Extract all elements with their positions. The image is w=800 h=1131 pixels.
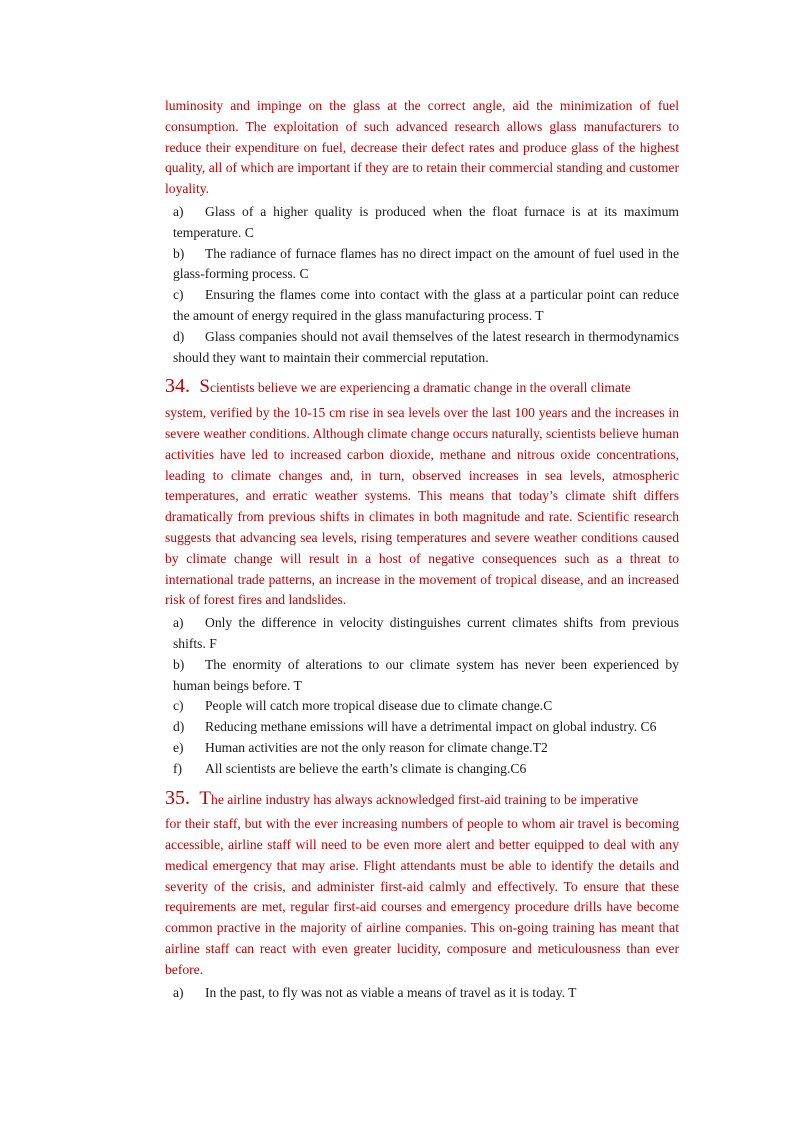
question-number: 34. — [165, 375, 190, 398]
option-text: Glass of a higher quality is produced when the float furnace is at its maximum temperature. C — [173, 203, 679, 240]
question-34 — [165, 376, 679, 611]
option-item — [173, 738, 679, 759]
document-page — [165, 96, 679, 1003]
option-text: Only the difference in velocity distinguishes current climates shifts from previous shifts. F — [173, 615, 679, 651]
option-item — [173, 327, 679, 369]
option-text: People will catch more tropical disease due to climate change.C — [205, 698, 553, 714]
option-item — [173, 655, 679, 697]
intro-passage: luminosity and impinge on the glass at the correct angle, aid the minimization of fuel consumption. The exploitation of such advanced research allows glass manufacturers to reduce their expenditure on fuel, decrease their defect rates and produce glass of the highest quality, all of which are important if they are to retain their commercial standing and customer loyality. — [165, 98, 679, 197]
option-label: b) — [173, 656, 185, 672]
drop-initial: T — [199, 787, 212, 809]
question-number: 35. — [165, 786, 190, 809]
option-item — [173, 696, 679, 717]
option-item — [173, 285, 679, 327]
option-item — [173, 717, 679, 738]
option-label: e) — [173, 739, 184, 755]
drop-initial: S — [199, 376, 210, 398]
option-text: Reducing methane emissions will have a detrimental impact on global industry. C6 — [205, 719, 657, 735]
option-label: d) — [173, 719, 185, 735]
question-34-first-line — [165, 376, 679, 399]
question-34-options — [173, 613, 679, 779]
question-35 — [165, 788, 679, 981]
option-item — [173, 983, 679, 1004]
first-line-text: cientists believe we are experiencing a dramatic change in the overall climate — [209, 380, 631, 396]
question-34-passage: system, verified by the 10-15 cm rise in sea levels over the last 100 years and the increases in severe weather conditions. Although climate change occurs naturally, scientists believe human activities have led to increased carbon dioxide, methane and nitrous oxide concentrations, leading to climate changes and, in turn, observed increases in sea levels, atmospheric temperatures, and erratic weather systems. This means that today’s climate shift differs dramatically from previous shifts in climates in both magnitude and rate. Scientific research suggests that advancing sea levels, rising temperatures and severe weather conditions caused by climate change will result in a host of negative consequences such as a threat to international trade patterns, an increase in the movement of tropical disease, and an increased risk of forest fires and landslides. — [165, 405, 679, 608]
option-text: The radiance of furnace flames has no direct impact on the amount of fuel used in the glass-forming process. C — [173, 245, 679, 282]
option-text: Human activities are not the only reason for climate change.T2 — [205, 739, 548, 755]
option-text: Glass companies should not avail themselves of the latest research in thermodynamics should they want to maintain their commercial reputation. — [173, 328, 679, 365]
option-label: a) — [173, 203, 184, 219]
option-label: a) — [173, 984, 184, 1000]
option-label: c) — [173, 698, 184, 714]
question-35-passage: for their staff, but with the ever increasing numbers of people to whom air travel is becoming accessible, airline staff will need to be even more alert and better equipped to deal with any medical emergency that may arise. Flight attendants must be able to identify the details and severity of the crisis, and administer first-aid calmly and effectively. To ensure that these requirements are met, regular first-aid courses and emergency procedure drills have become common practive in the majority of airline companies. This on-going training has meant that airline staff can react with even greater lucidity, composure and meticulousness than ever before. — [165, 816, 679, 977]
intro-options — [173, 202, 679, 368]
question-35-first-line — [165, 788, 679, 811]
option-item — [173, 244, 679, 286]
option-label: d) — [173, 328, 185, 344]
option-item — [173, 202, 679, 244]
option-label: b) — [173, 245, 185, 261]
option-label: a) — [173, 615, 184, 631]
first-line-text: he airline industry has always acknowledged first-aid training to be imperative — [211, 791, 639, 807]
option-text: In the past, to fly was not as viable a means of travel as it is today. T — [205, 984, 577, 1000]
option-text: Ensuring the flames come into contact with the glass at a particular point can reduce the amount of energy required in the glass manufacturing process. T — [173, 287, 679, 323]
option-item — [173, 613, 679, 655]
question-35-options — [173, 983, 679, 1004]
option-label: f) — [173, 760, 183, 776]
option-text: The enormity of alterations to our climate system has never been experienced by human beings before. T — [173, 656, 679, 693]
option-item — [173, 759, 679, 780]
option-text: All scientists are believe the earth’s climate is changing.C6 — [205, 760, 527, 776]
option-label: c) — [173, 287, 184, 303]
